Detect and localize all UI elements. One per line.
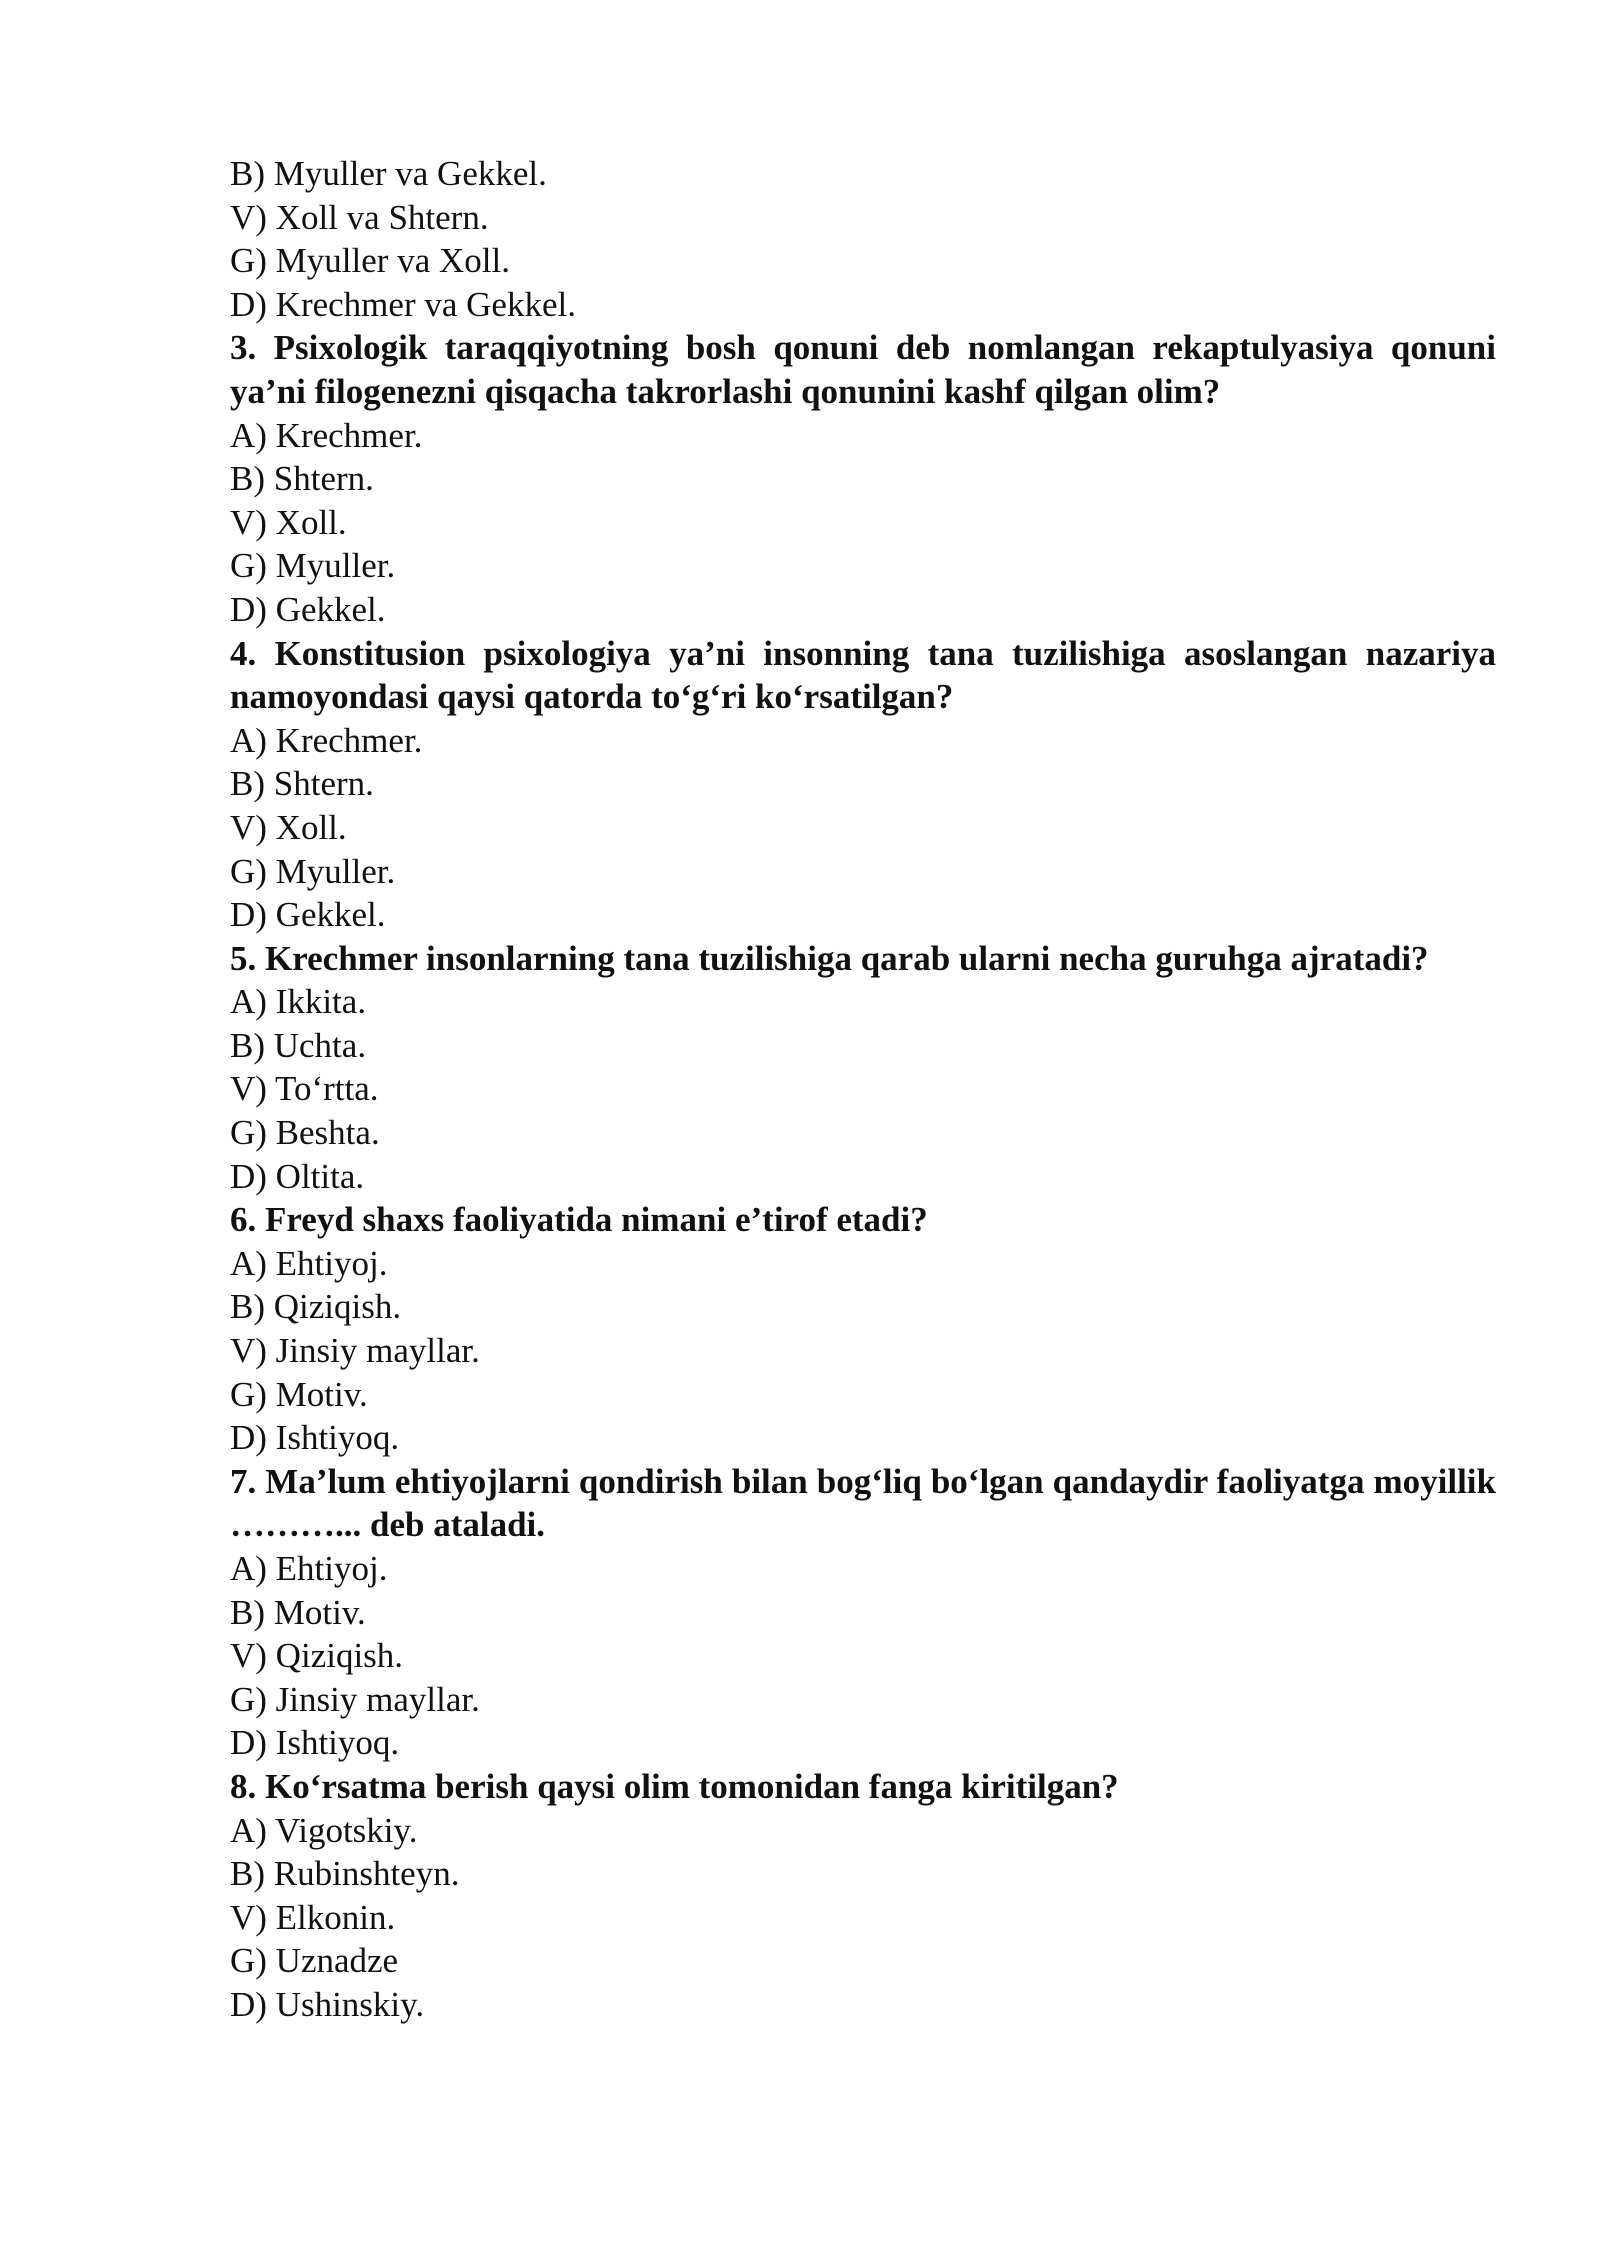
question-block-5 xyxy=(230,937,1496,1199)
answer-option: B) Myuller va Gekkel. xyxy=(230,154,547,193)
answer-option: G) Uznadze xyxy=(230,1941,399,1981)
answer-option: D) Gekkel. xyxy=(230,589,386,629)
answer-option: G) Myuller. xyxy=(230,546,396,586)
answer-option: V) To‘rtta. xyxy=(230,1069,379,1109)
answer-option: V) Qiziqish. xyxy=(230,1636,404,1676)
question-block-8 xyxy=(230,1765,1496,2027)
answer-option: B) Motiv. xyxy=(230,1592,366,1632)
answer-option: V) Elkonin. xyxy=(230,1897,396,1937)
answer-option: D) Oltita. xyxy=(230,1156,365,1196)
answer-option: B) Qiziqish. xyxy=(230,1287,402,1327)
answer-option: A) Krechmer. xyxy=(230,415,423,455)
answer-option: A) Ehtiyoj. xyxy=(230,1549,388,1588)
answer-option: B) Shtern. xyxy=(230,459,374,499)
answer-option: A) Vigotskiy. xyxy=(230,1810,418,1850)
answer-option: V) Xoll. xyxy=(230,807,347,847)
answer-option: D) Gekkel. xyxy=(230,895,386,935)
answer-option: V) Jinsiy mayllar. xyxy=(230,1331,480,1371)
question-text: 4. Konstitusion psixologiya ya’ni insonning tana tuzilishiga asoslangan nazariya namoyondasi qaysi qatorda to‘g‘ri ko‘rsatilgan? xyxy=(230,633,1496,717)
answer-option: B) Rubinshteyn. xyxy=(230,1854,460,1894)
document-page xyxy=(230,152,1496,2027)
question-text: 3. Psixologik taraqqiyotning bosh qonuni deb nomlangan rekaptulyasiya qonuni ya’ni filogenezni qisqacha takrorlashi qonunini kashf qilgan olim? xyxy=(230,328,1496,411)
answer-option: B) Shtern. xyxy=(230,764,374,804)
answer-option: A) Ikkita. xyxy=(230,982,367,1022)
question-block-3 xyxy=(230,326,1496,631)
lead-options xyxy=(230,152,1496,326)
answer-option: G) Myuller. xyxy=(230,851,396,891)
question-block-6 xyxy=(230,1198,1496,1460)
answer-option: G) Motiv. xyxy=(230,1374,368,1414)
answer-option: D) Ishtiyoq. xyxy=(230,1723,400,1763)
answer-option: G) Myuller va Xoll. xyxy=(230,241,510,281)
answer-option: V) Xoll. xyxy=(230,502,347,542)
answer-option: D) Ishtiyoq. xyxy=(230,1418,400,1458)
answer-option: G) Beshta. xyxy=(230,1113,380,1153)
answer-option: G) Jinsiy mayllar. xyxy=(230,1679,480,1719)
question-text: 6. Freyd shaxs faoliyatida nimani e’tirof etadi? xyxy=(230,1200,928,1240)
question-text: 5. Krechmer insonlarning tana tuzilishiga qarab ularni necha guruhga ajratadi? xyxy=(230,938,1429,978)
question-text: 7. Ma’lum ehtiyojlarni qondirish bilan bog‘liq bo‘lgan qandaydir faoliyatga moyillik ………... deb ataladi. xyxy=(230,1461,1496,1545)
answer-option: A) Krechmer. xyxy=(230,720,423,760)
answer-option: D) Ushinskiy. xyxy=(230,1984,425,2024)
question-text: 8. Ko‘rsatma berish qaysi olim tomonidan fanga kiritilgan? xyxy=(230,1766,1119,1806)
question-block-4 xyxy=(230,632,1496,937)
answer-option: V) Xoll va Shtern. xyxy=(230,197,489,237)
answer-option: D) Krechmer va Gekkel. xyxy=(230,284,576,324)
answer-option: B) Uchta. xyxy=(230,1025,367,1065)
question-block-7 xyxy=(230,1460,1496,1765)
answer-option: A) Ehtiyoj. xyxy=(230,1243,388,1283)
